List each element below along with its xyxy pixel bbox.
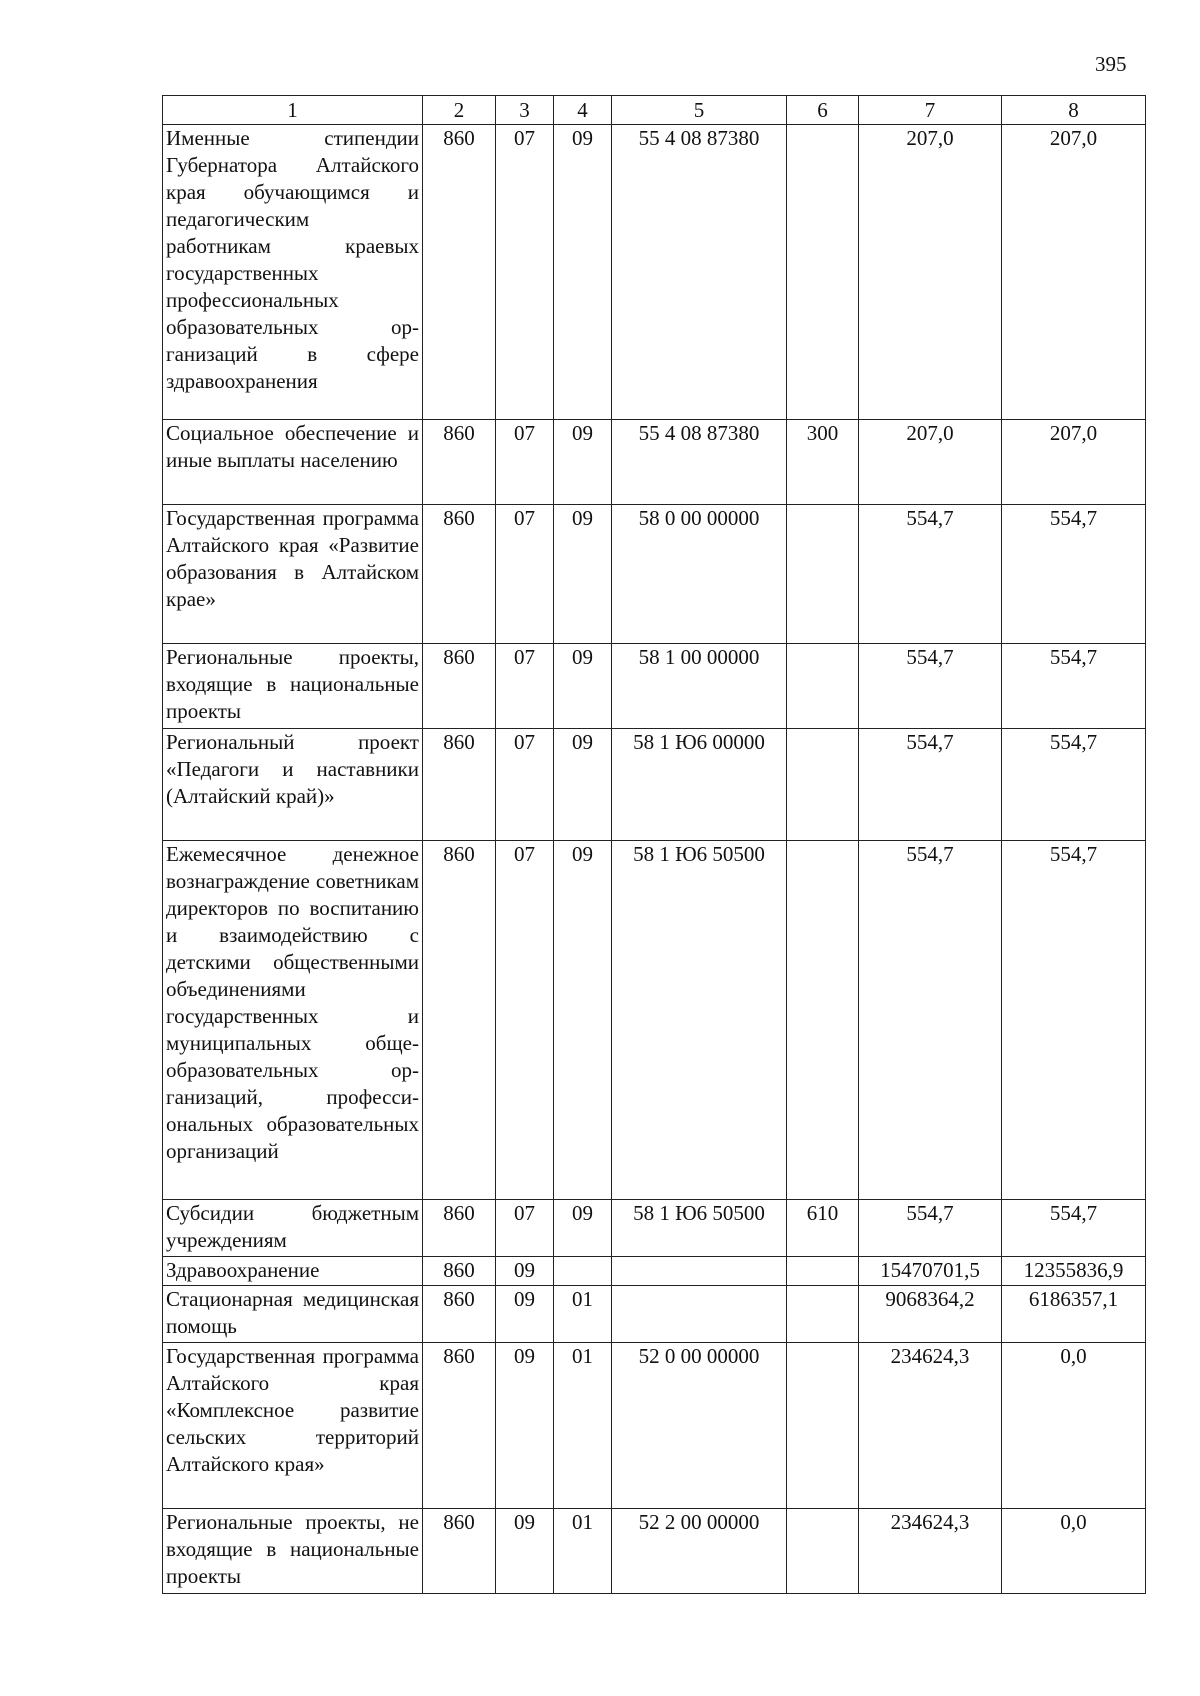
table-row <box>163 1343 1146 1509</box>
cell-subsection <box>554 1257 612 1286</box>
cell-amount-1: 207,0 <box>859 420 1002 505</box>
cell-expense-type <box>787 1257 859 1286</box>
cell-target-article: 55 4 08 87380 <box>612 420 787 505</box>
cell-target-article: 58 1 Ю6 50500 <box>612 841 787 1200</box>
cell-amount-1: 554,7 <box>859 644 1002 729</box>
column-header: 3 <box>496 96 554 125</box>
row-name: Ежемесячное денежное вознаграждение советникам директоров по воспитанию и взаимодействию с детскими общественными объединениями государственных и муниципальных общеобразовательных организаций, профессиональных образовательных организаций <box>163 841 423 1200</box>
cell-section: 09 <box>496 1509 554 1594</box>
cell-amount-1: 15470701,5 <box>859 1257 1002 1286</box>
cell-ministry: 860 <box>423 729 496 841</box>
cell-amount-2: 554,7 <box>1002 505 1146 644</box>
cell-ministry: 860 <box>423 1509 496 1594</box>
table-row <box>163 1509 1146 1594</box>
budget-table <box>162 95 1146 1594</box>
cell-subsection: 09 <box>554 841 612 1200</box>
row-name: Здравоохранение <box>163 1257 423 1286</box>
cell-ministry: 860 <box>423 644 496 729</box>
cell-section: 07 <box>496 420 554 505</box>
cell-amount-2: 12355836,9 <box>1002 1257 1146 1286</box>
column-header: 6 <box>787 96 859 125</box>
column-header: 4 <box>554 96 612 125</box>
cell-expense-type <box>787 505 859 644</box>
cell-section: 09 <box>496 1286 554 1343</box>
cell-section: 07 <box>496 1200 554 1257</box>
row-name: Региональные проекты, входящие в национальные проекты <box>163 644 423 729</box>
table-row <box>163 729 1146 841</box>
cell-ministry: 860 <box>423 420 496 505</box>
cell-amount-2: 0,0 <box>1002 1509 1146 1594</box>
cell-section: 07 <box>496 644 554 729</box>
cell-ministry: 860 <box>423 1257 496 1286</box>
table-row <box>163 644 1146 729</box>
cell-ministry: 860 <box>423 1200 496 1257</box>
cell-amount-2: 554,7 <box>1002 1200 1146 1257</box>
cell-section: 09 <box>496 1257 554 1286</box>
table-row <box>163 1286 1146 1343</box>
cell-amount-1: 554,7 <box>859 729 1002 841</box>
cell-expense-type: 300 <box>787 420 859 505</box>
cell-ministry: 860 <box>423 125 496 420</box>
cell-amount-1: 554,7 <box>859 841 1002 1200</box>
cell-expense-type <box>787 729 859 841</box>
cell-subsection: 09 <box>554 729 612 841</box>
cell-target-article: 58 1 00 00000 <box>612 644 787 729</box>
cell-subsection: 01 <box>554 1343 612 1509</box>
cell-amount-2: 6186357,1 <box>1002 1286 1146 1343</box>
table-row <box>163 1257 1146 1286</box>
cell-amount-2: 0,0 <box>1002 1343 1146 1509</box>
row-name: Стационарная медицинская помощь <box>163 1286 423 1343</box>
cell-amount-2: 554,7 <box>1002 841 1146 1200</box>
cell-target-article: 58 1 Ю6 00000 <box>612 729 787 841</box>
table-row <box>163 420 1146 505</box>
cell-amount-2: 554,7 <box>1002 729 1146 841</box>
column-header: 2 <box>423 96 496 125</box>
cell-expense-type <box>787 1286 859 1343</box>
cell-expense-type <box>787 644 859 729</box>
column-header: 1 <box>163 96 423 125</box>
cell-target-article <box>612 1286 787 1343</box>
cell-target-article: 52 2 00 00000 <box>612 1509 787 1594</box>
cell-target-article: 58 1 Ю6 50500 <box>612 1200 787 1257</box>
cell-subsection: 09 <box>554 505 612 644</box>
cell-subsection: 01 <box>554 1509 612 1594</box>
cell-target-article <box>612 1257 787 1286</box>
cell-section: 09 <box>496 1343 554 1509</box>
cell-amount-1: 234624,3 <box>859 1509 1002 1594</box>
cell-ministry: 860 <box>423 1286 496 1343</box>
row-name: Региональные проекты, не входящие в национальные проекты <box>163 1509 423 1594</box>
cell-subsection: 09 <box>554 125 612 420</box>
table-row <box>163 505 1146 644</box>
cell-subsection: 09 <box>554 420 612 505</box>
cell-ministry: 860 <box>423 1343 496 1509</box>
cell-ministry: 860 <box>423 505 496 644</box>
row-name: Социальное обеспечение и иные выплаты населению <box>163 420 423 505</box>
cell-subsection: 09 <box>554 644 612 729</box>
cell-amount-2: 207,0 <box>1002 125 1146 420</box>
cell-amount-1: 234624,3 <box>859 1343 1002 1509</box>
cell-amount-1: 554,7 <box>859 505 1002 644</box>
row-name: Субсидии бюджетным учреждениям <box>163 1200 423 1257</box>
cell-section: 07 <box>496 125 554 420</box>
cell-expense-type <box>787 841 859 1200</box>
row-name: Именные стипендии Губернатора Алтайского края обучающимся и педагогическим работникам краевых государственных профессиональных образовательных организаций в сфере здравоохранения <box>163 125 423 420</box>
cell-amount-2: 554,7 <box>1002 644 1146 729</box>
column-header: 7 <box>859 96 1002 125</box>
cell-expense-type: 610 <box>787 1200 859 1257</box>
column-header: 5 <box>612 96 787 125</box>
table-row <box>163 1200 1146 1257</box>
table-row <box>163 125 1146 420</box>
cell-section: 07 <box>496 505 554 644</box>
cell-target-article: 58 0 00 00000 <box>612 505 787 644</box>
column-header: 8 <box>1002 96 1146 125</box>
cell-amount-1: 207,0 <box>859 125 1002 420</box>
table-header-row <box>163 96 1146 125</box>
cell-expense-type <box>787 1509 859 1594</box>
cell-expense-type <box>787 1343 859 1509</box>
cell-ministry: 860 <box>423 841 496 1200</box>
cell-amount-2: 207,0 <box>1002 420 1146 505</box>
cell-target-article: 52 0 00 00000 <box>612 1343 787 1509</box>
row-name: Региональный проект «Педагоги и наставники (Алтайский край)» <box>163 729 423 841</box>
cell-amount-1: 554,7 <box>859 1200 1002 1257</box>
row-name: Государственная программа Алтайского края «Комплексное развитие сельских территорий Алтайского края» <box>163 1343 423 1509</box>
cell-section: 07 <box>496 841 554 1200</box>
cell-section: 07 <box>496 729 554 841</box>
cell-subsection: 01 <box>554 1286 612 1343</box>
table-row <box>163 841 1146 1200</box>
row-name: Государственная программа Алтайского края «Развитие образования в Алтайском крае» <box>163 505 423 644</box>
cell-subsection: 09 <box>554 1200 612 1257</box>
cell-amount-1: 9068364,2 <box>859 1286 1002 1343</box>
cell-target-article: 55 4 08 87380 <box>612 125 787 420</box>
page-number: 395 <box>1095 52 1127 76</box>
cell-expense-type <box>787 125 859 420</box>
